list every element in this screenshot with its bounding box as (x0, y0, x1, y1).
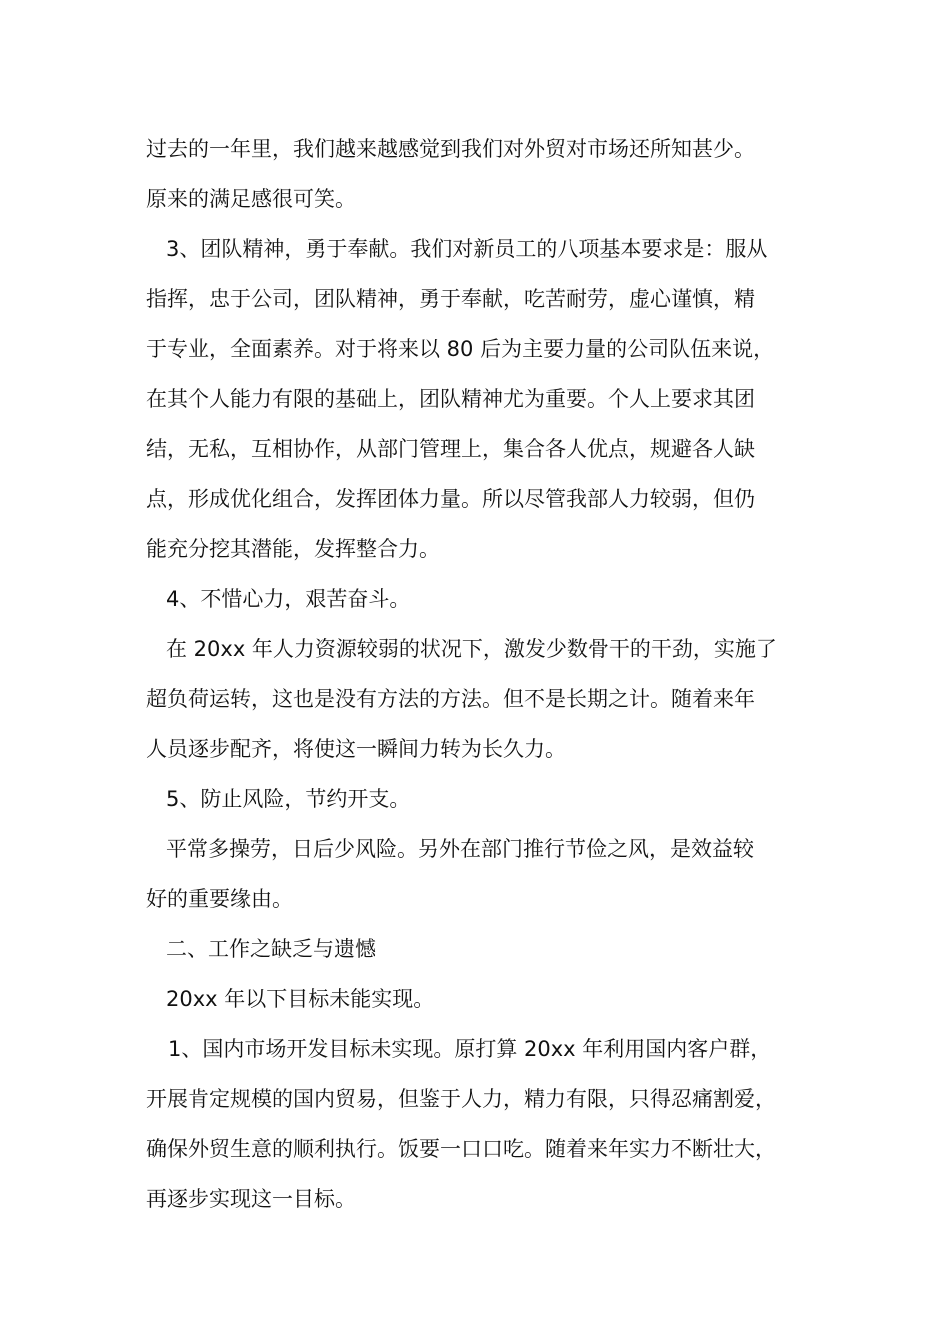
list-item-5-heading: 5、防止风险，节约开支。 (166, 787, 411, 811)
paragraph-line: 好的重要缘由。 (146, 887, 293, 911)
list-item-1-heading: 1、国内市场开发目标未实现。原打算 20xx 年利用国内客户群， (168, 1037, 772, 1061)
paragraph-line: 开展肯定规模的国内贸易，但鉴于人力，精力有限，只得忍痛割爱， (146, 1087, 776, 1111)
paragraph-line: 确保外贸生意的顺利执行。饭要一口口吃。随着来年实力不断壮大， (146, 1137, 776, 1161)
paragraph-line: 能充分挖其潜能，发挥整合力。 (146, 537, 440, 561)
paragraph-line: 原来的满足感很可笑。 (146, 187, 356, 211)
paragraph-line: 指挥，忠于公司，团队精神，勇于奉献，吃苦耐劳，虚心谨慎，精 (146, 287, 755, 311)
paragraph-line: 在其个人能力有限的基础上，团队精神尤为重要。个人上要求其团 (146, 387, 755, 411)
document-body (146, 124, 836, 1224)
paragraph-line: 点，形成优化组合，发挥团体力量。所以尽管我部人力较弱，但仍 (146, 487, 755, 511)
paragraph-line: 再逐步实现这一目标。 (146, 1187, 356, 1211)
paragraph-line: 于专业，全面素养。对于将来以 80 后为主要力量的公司队伍来说， (146, 337, 775, 361)
paragraph-line: 在 20xx 年人力资源较弱的状况下，激发少数骨干的干劲，实施了 (166, 637, 777, 661)
paragraph-line: 结，无私，互相协作，从部门管理上，集合各人优点，规避各人缺 (146, 437, 755, 461)
paragraph-line: 20xx 年以下目标未能实现。 (166, 987, 435, 1011)
section-heading-2: 二、工作之缺乏与遗憾 (166, 937, 376, 961)
paragraph-line: 过去的一年里，我们越来越感觉到我们对外贸对市场还所知甚少。 (146, 137, 755, 161)
list-item-4-heading: 4、不惜心力，艰苦奋斗。 (166, 587, 411, 611)
paragraph-line: 平常多操劳，日后少风险。另外在部门推行节俭之风，是效益较 (166, 837, 754, 861)
list-item-3-heading: 3、团队精神，勇于奉献。我们对新员工的八项基本要求是：服从 (166, 237, 768, 261)
paragraph-line: 超负荷运转，这也是没有方法的方法。但不是长期之计。随着来年 (146, 687, 755, 711)
paragraph-line: 人员逐步配齐，将使这一瞬间力转为长久力。 (146, 737, 566, 761)
